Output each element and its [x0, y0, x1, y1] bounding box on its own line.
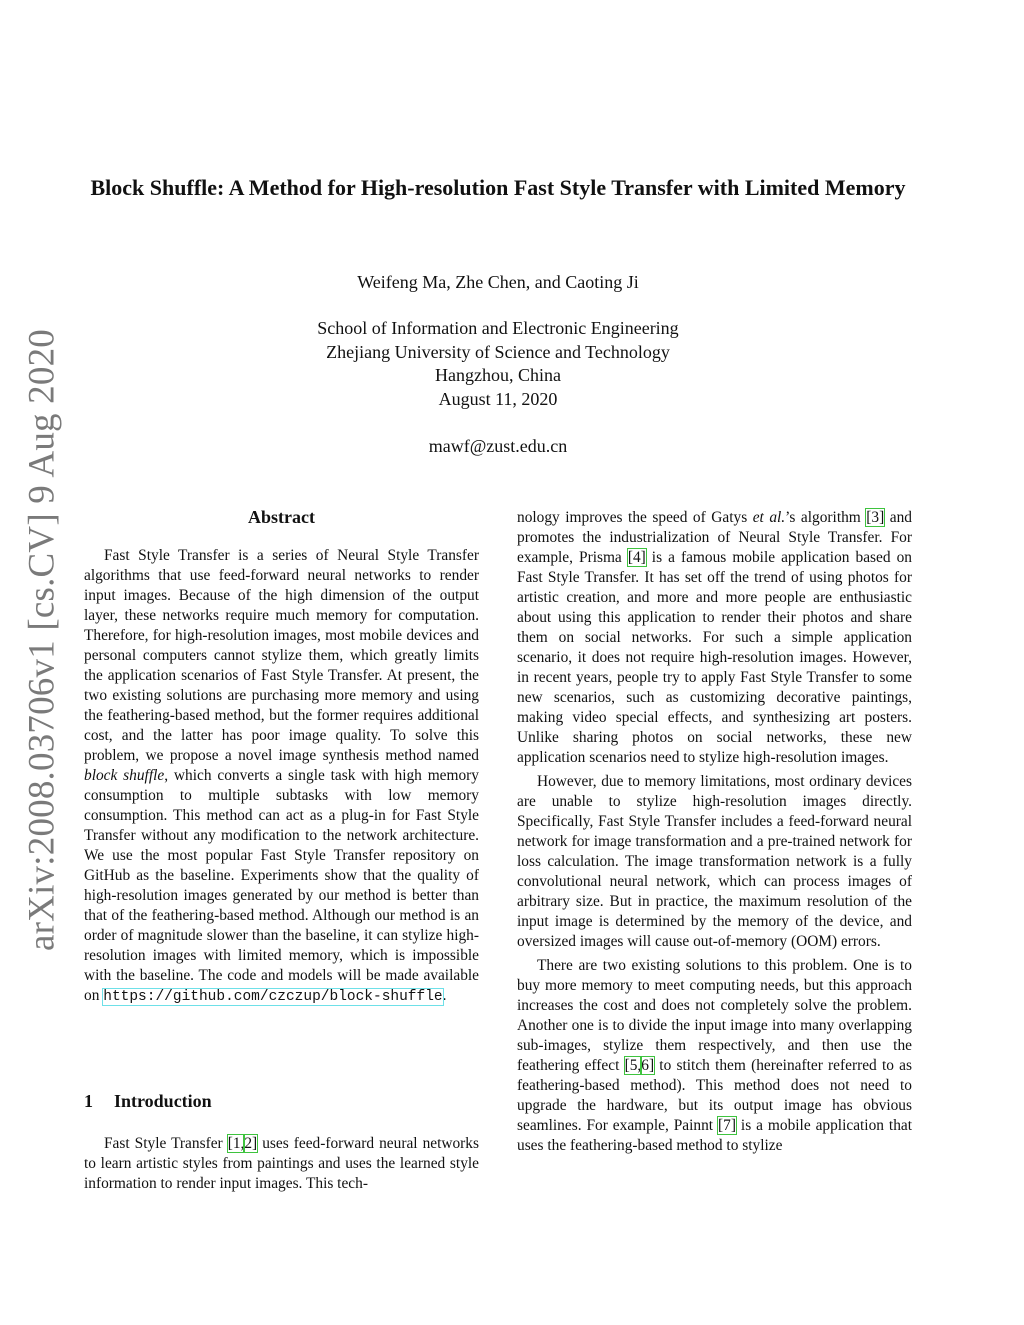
body-text: ’s algorithm	[785, 509, 867, 526]
affiliation-university: Zhejiang University of Science and Technology	[326, 341, 670, 362]
body-text: nology improves the speed of Gatys	[517, 509, 753, 526]
author-list: Weifeng Ma, Zhe Chen, and Caoting Ji	[357, 272, 639, 292]
right-paragraph-3	[517, 956, 912, 1156]
abstract-heading: Abstract	[248, 507, 315, 527]
right-paragraph-2: However, due to memory limitations, most ordinary devices are unable to stylize high-resolution images directly. Specifically, Fast Style Transfer includes a feed-forward neural network for image transformation and a pre-trained network for loss calculation. The image transformation network is a fully convolutional neural network, which can process images of arbitrary size. But in practice, the maximum resolution of the input image is determined by the memory of the device, and oversized images will cause out-of-memory (OOM) errors.	[517, 773, 912, 950]
citation-link-6[interactable]: 6]	[641, 1057, 655, 1074]
section-number: 1	[84, 1091, 93, 1111]
abstract-method-name: block shuffle	[84, 767, 165, 784]
body-text: is a mobile application that uses the feathering-based method to stylize	[517, 1117, 912, 1154]
abstract-text-part-1: Fast Style Transfer is a series of Neural Style Transfer algorithms that use feed-forward neural networks to render input images. Because of the high dimension of the output layer, these networks require much memory for computation. Therefore, for high-resolution images, most mobile devices and personal computers cannot stylize them, which greatly limits the application scenarios of Fast Style Transfer. At present, the two existing solutions are purchasing more memory and using the feathering-based method, but the former requires additional cost, and the latter has poor image quality. To solve this problem, we propose a novel image synthesis method named	[84, 547, 479, 764]
intro-text: uses feed-forward neural networks to learn artistic styles from paintings and uses the learned style information to render input images. This tech-	[84, 1135, 479, 1192]
arxiv-identifier-stamp: arXiv:2008.03706v1 [cs.CV] 9 Aug 2020	[21, 329, 63, 951]
contact-email[interactable]: mawf@zust.edu.cn	[428, 436, 568, 456]
abstract-text-part-2: , which converts a single task with high memory consumption to multiple subtasks with low memory consumption. This method can act as a plug-in for Fast Style Transfer without any modification to the network architecture. We use the most popular Fast Style Transfer repository on GitHub as the baseline. Experiments show that the quality of high-resolution images generated by our method is better than that of the feathering-based method. Although our method is an order of magnitude slower than the baseline, it can stylize high-resolution images with limited memory, which is impossible with the baseline. The code and models will be made available on	[84, 767, 479, 1004]
paper-title: Block Shuffle: A Method for High-resolution Fast Style Transfer with Limited Memory	[90, 175, 906, 200]
body-text: to stitch them (hereinafter referred to as feathering-based method). This method does not need to upgrade the hardware, but its output image has obvious seamlines. For example, Painnt	[517, 1057, 912, 1134]
right-column	[517, 508, 912, 1156]
abstract-text-part-3: .	[442, 987, 447, 1004]
citation-link-4[interactable]: [4]	[627, 549, 646, 566]
citation-link-2[interactable]: 2]	[244, 1135, 258, 1152]
body-text: is a famous mobile application based on Fast Style Transfer. It has set off the trend of using photos for artistic creation, and more and more people are enthusiastic about using this application to render their photos and share them on social networks. For such a simple application scenario, it does not require high-resolution images. However, in recent years, people try to apply Fast Style Transfer to some new scenarios, such as customizing decorative paintings, making video special effects, and synthesizing art posters. Unlike sharing photos on social networks, these new application scenarios need to stylize high-resolution images.	[517, 549, 912, 766]
citation-link-1[interactable]: [1,	[227, 1135, 245, 1152]
code-repository-link[interactable]: https://github.com/czczup/block-shuffle	[103, 989, 443, 1005]
right-paragraph-1	[517, 508, 912, 768]
publication-date: August 11, 2020	[438, 388, 558, 409]
citation-link-3[interactable]: [3]	[866, 509, 885, 526]
citation-link-5[interactable]: [5,	[624, 1057, 642, 1074]
body-text: There are two existing solutions to this problem. One is to buy more memory to meet computing needs, but this approach increases the cost and does not completely solve the problem. Another one is to divide the input image into many overlapping sub-images, stylize them respectively, and then use the feathering effect	[517, 957, 912, 1074]
section-title: Introduction	[114, 1091, 212, 1111]
citation-link-7[interactable]: [7]	[718, 1117, 736, 1134]
affiliation-block	[84, 317, 912, 411]
abstract-body	[84, 546, 479, 1007]
introduction-paragraph-1	[84, 1134, 479, 1194]
et-al-text: et al.	[752, 509, 786, 526]
intro-text: Fast Style Transfer	[104, 1135, 228, 1152]
section-heading-introduction	[84, 1089, 479, 1113]
affiliation-school: School of Information and Electronic Engineering	[317, 318, 679, 338]
affiliation-location: Hangzhou, China	[435, 365, 561, 385]
body-text: and promotes the industrialization of Neural Style Transfer. For example, Prisma	[517, 509, 912, 566]
